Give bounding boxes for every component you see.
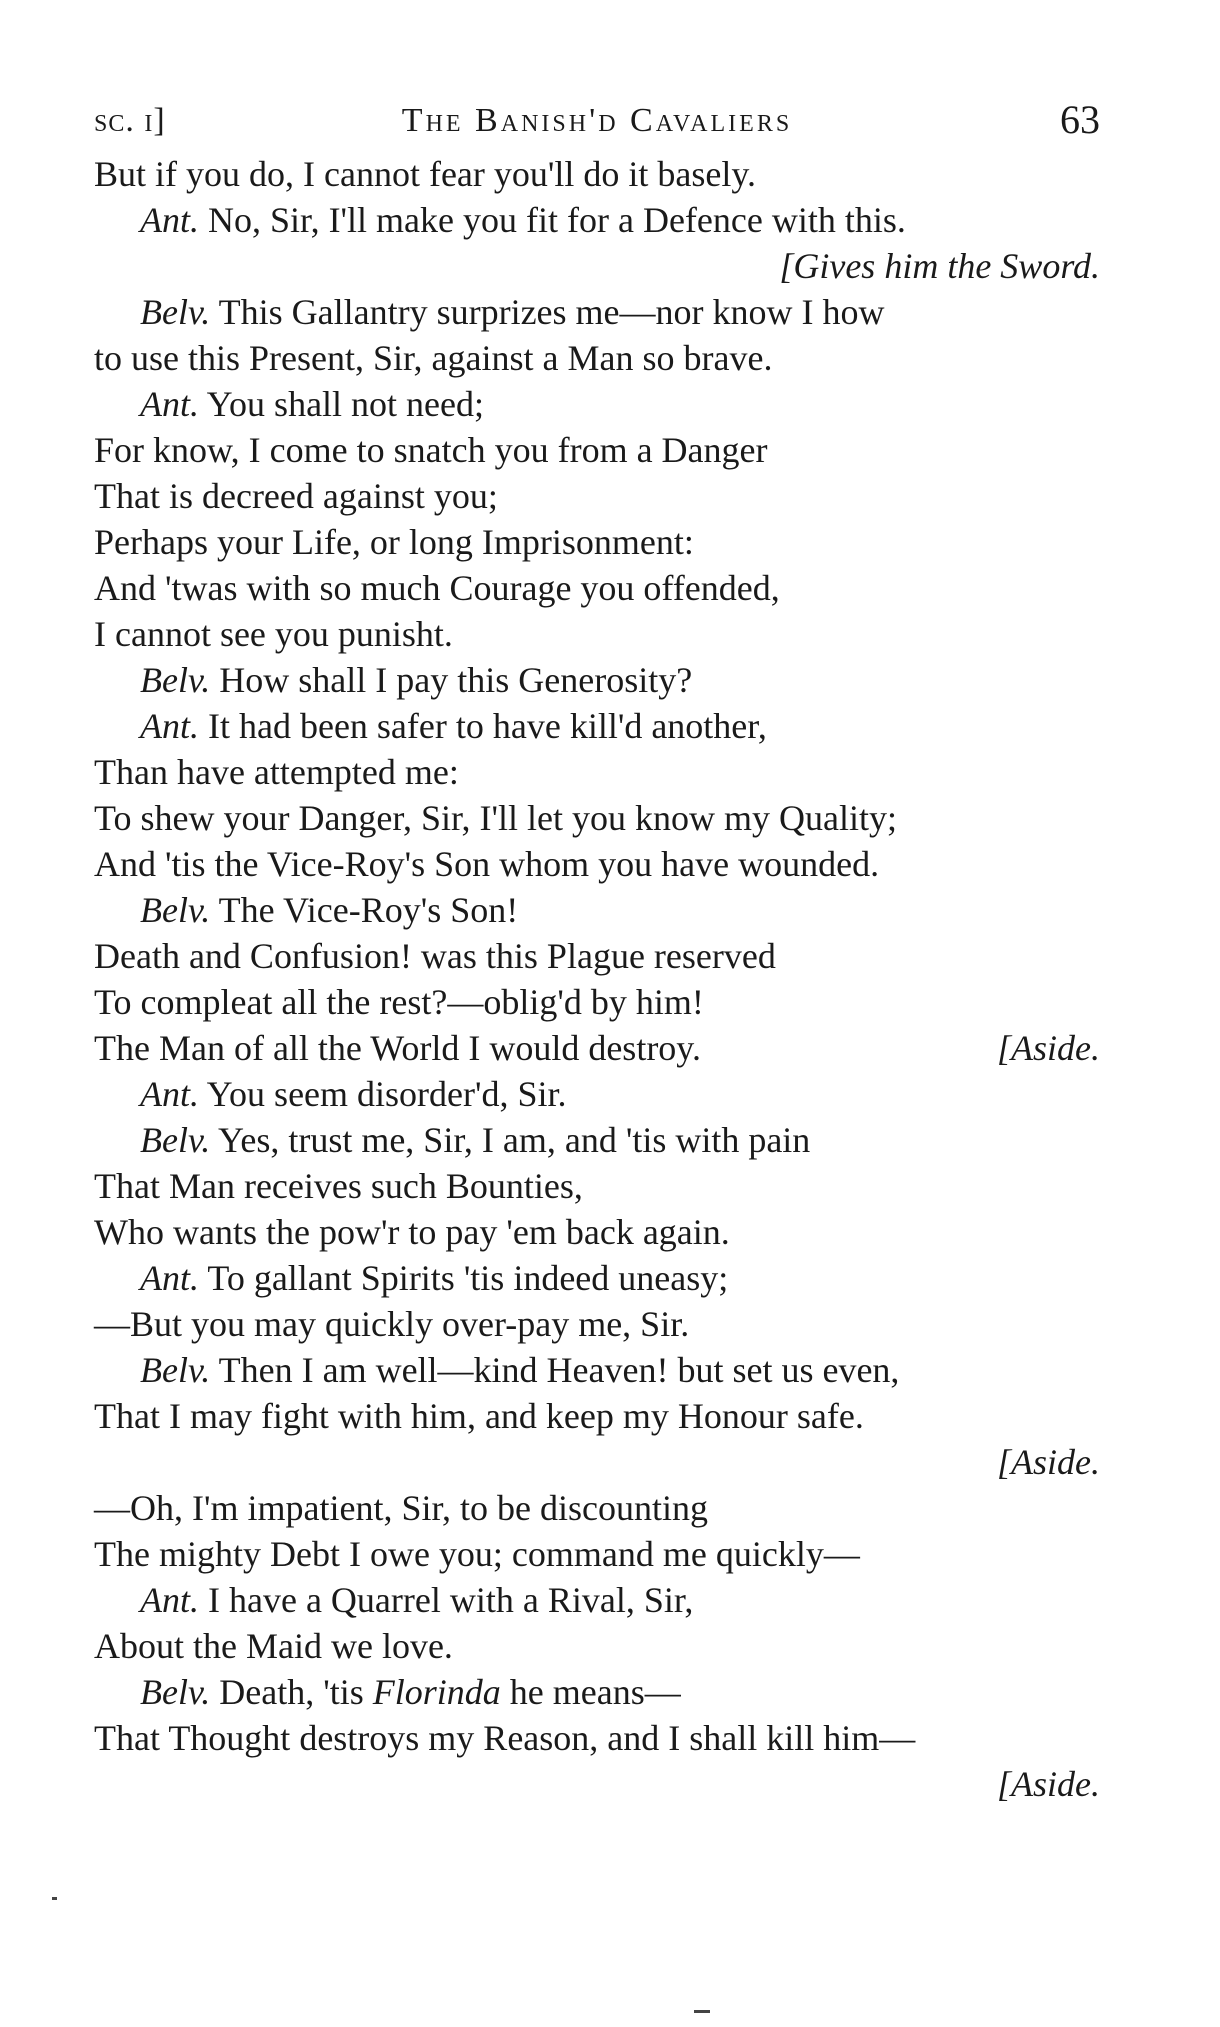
speaker-name: Ant. [140,706,199,746]
line-text: I have a Quarrel with a Rival, Sir, [199,1580,694,1620]
speaker-name: Ant. [140,1074,199,1114]
speech-line [94,381,1100,427]
line-text: Death and Confusion! was this Plague reserved [94,936,776,976]
line-text: That Thought destroys my Reason, and I shall kill him— [94,1718,916,1758]
verse-line [94,795,1100,841]
speaker-name: Ant. [140,384,199,424]
verse-line [94,1393,1100,1439]
speaker-name: Belv. [140,292,211,332]
line-text: You seem disorder'd, Sir. [199,1074,567,1114]
verse-line [94,519,1100,565]
verse-line [94,979,1100,1025]
verse-line [94,565,1100,611]
speech-line [94,197,1100,243]
speaker-name: Belv. [140,1350,211,1390]
line-text: You shall not need; [199,384,485,424]
line-text: That is decreed against you; [94,476,498,516]
line-text: This Gallantry surprizes me—nor know I how [210,292,885,332]
speech-line [94,703,1100,749]
speech-line [94,1347,1100,1393]
verse-line [94,1209,1100,1255]
line-text: To compleat all the rest?—oblig'd by him! [94,982,704,1022]
line-text: How shall I pay this Generosity? [210,660,693,700]
line-text: And 'twas with so much Courage you offended, [94,568,780,608]
verse-line [94,1485,1100,1531]
play-text [94,151,1100,1807]
line-text: The Vice-Roy's Son! [210,890,519,930]
line-text: —Oh, I'm impatient, Sir, to be discounting [94,1488,708,1528]
line-text: Yes, trust me, Sir, I am, and 'tis with pain [210,1120,811,1160]
line-text: Then I am well—kind Heaven! but set us even, [210,1350,900,1390]
speech-line [94,887,1100,933]
line-text: Death, 'tis [210,1672,373,1712]
speaker-name: Belv. [140,1120,211,1160]
speech-line [94,1669,1100,1715]
speech-line [94,1071,1100,1117]
speaker-name: Ant. [140,1580,199,1620]
speech-line [94,657,1100,703]
verse-line [94,1301,1100,1347]
verse-line [94,1025,1100,1071]
aside-direction: [Aside. [997,1028,1100,1068]
line-text: I cannot see you punisht. [94,614,453,654]
verse-line [94,151,1100,197]
line-text: —But you may quickly over-pay me, Sir. [94,1304,690,1344]
line-text: And 'tis the Vice-Roy's Son whom you have wounded. [94,844,880,884]
line-text: That I may fight with him, and keep my Honour safe. [94,1396,864,1436]
verse-line [94,841,1100,887]
line-text-cont: he means— [500,1672,681,1712]
verse-line [94,611,1100,657]
running-header [94,96,1100,146]
line-text: To gallant Spirits 'tis indeed uneasy; [199,1258,729,1298]
speaker-name: Belv. [140,1672,211,1712]
line-text: Perhaps your Life, or long Imprisonment: [94,522,694,562]
verse-line [94,1715,1100,1761]
line-text: To shew your Danger, Sir, I'll let you know my Quality; [94,798,897,838]
stage-direction: [Gives him the Sword. [779,246,1100,286]
speech-line [94,289,1100,335]
speech-line [94,1577,1100,1623]
verse-line [94,1531,1100,1577]
line-text: For know, I come to snatch you from a Danger [94,430,768,470]
line-text: About the Maid we love. [94,1626,453,1666]
line-text: Who wants the pow'r to pay 'em back again. [94,1212,730,1252]
verse-line [94,1623,1100,1669]
verse-line [94,1163,1100,1209]
line-text: Than have attempted me: [94,752,459,792]
speaker-name: Ant. [140,1258,199,1298]
line-text: to use this Present, Sir, against a Man so brave. [94,338,773,378]
scene-marker: sc. i] [94,102,166,139]
line-text: It had been safer to have kill'd another, [199,706,767,746]
stage-direction: [Aside. [997,1764,1100,1804]
running-title: The Banish'd Cavaliers [401,102,793,139]
speaker-name: Belv. [140,890,211,930]
speech-line [94,1255,1100,1301]
line-text: No, Sir, I'll make you fit for a Defence with this. [199,200,906,240]
speaker-name: Belv. [140,660,211,700]
footer-mark [694,2010,710,2013]
verse-line [94,427,1100,473]
line-text: That Man receives such Bounties, [94,1166,583,1206]
verse-line [94,749,1100,795]
page-number: 63 [1060,97,1100,142]
verse-line [94,335,1100,381]
verse-line [94,933,1100,979]
line-text: But if you do, I cannot fear you'll do it basely. [94,154,757,194]
margin-mark [52,1897,57,1900]
italic-name: Florinda [372,1672,501,1712]
stage-direction: [Aside. [997,1442,1100,1482]
speaker-name: Ant. [140,200,199,240]
line-text: The mighty Debt I owe you; command me quickly— [94,1534,860,1574]
speech-line [94,1117,1100,1163]
line-text: The Man of all the World I would destroy. [94,1028,701,1068]
verse-line [94,473,1100,519]
